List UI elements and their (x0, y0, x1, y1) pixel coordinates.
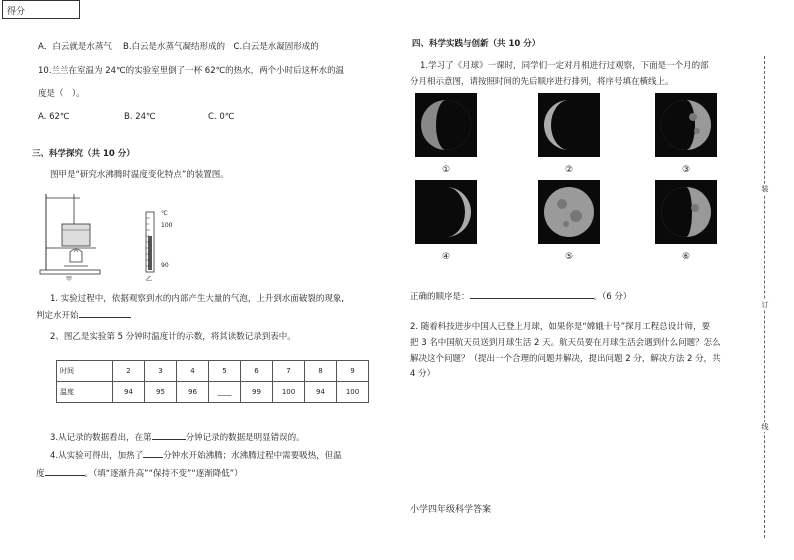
figure-label-yi: 乙 (146, 276, 153, 283)
figure-label-jia: 甲 (66, 276, 73, 283)
table-row-label: 时间 (57, 361, 113, 382)
q10-option-a: A. 62℃ (38, 112, 70, 122)
moon-phase-image-1 (415, 93, 477, 157)
moon-order-line (410, 290, 631, 302)
score-box (2, 0, 80, 19)
moon-phase-image-3 (655, 93, 717, 157)
q3-text-b: 分钟记录的数据是明显错误的。 (185, 433, 305, 443)
moon-order-score: 。（6 分） (593, 292, 632, 302)
moon-phase-image-4 (415, 180, 477, 244)
q1-line2 (36, 309, 131, 321)
moon-phase-image-6 (655, 180, 717, 244)
q4-line2 (36, 467, 243, 479)
q4-line2-b: 。（填“逐渐升高”“保持不变”“逐渐降低”） (84, 469, 243, 479)
moon-label-2: ② (564, 165, 574, 175)
q4-text-a: 4.从实验可得出，加热了 (50, 451, 144, 461)
section4-title: 四、科学实践与创新（共 10 分） (412, 39, 541, 49)
boiling-apparatus-figure (36, 190, 106, 282)
moon-label-5: ⑤ (564, 252, 574, 262)
q3-text (50, 431, 305, 443)
q10-option-c: C. 0℃ (208, 112, 235, 122)
q2-right-line3: 解决这个问题？（提出一个合理的问题并解决，提出问题 2 分，解决方法 2 分，共 (410, 354, 721, 364)
q10-line2: 度是（ ）。 (38, 89, 85, 99)
table-row-label: 温度 (57, 382, 113, 403)
thermometer-bottom-value: 90 (161, 262, 169, 269)
score-label: 得分 (7, 7, 26, 17)
table-row (57, 361, 369, 382)
q3-answer-blank[interactable] (152, 431, 186, 440)
q2-text: 2、图乙是实验第 5 分钟时温度计的示数，将其读数记录到表中。 (50, 332, 296, 342)
table-cell: 4 (177, 361, 209, 382)
thermometer-figure (140, 210, 160, 274)
margin-mark-zhuang: 装 (761, 185, 769, 193)
q3-text-a: 3.从记录的数据看出，在第 (50, 433, 152, 443)
table-cell-blank[interactable]: ____ (209, 382, 241, 403)
table-cell: 95 (145, 382, 177, 403)
moon-label-4: ④ (441, 252, 451, 262)
moon-phase-image-5 (538, 180, 600, 244)
margin-mark-ding: 订 (761, 301, 769, 309)
q2-right-line1: 2. 随着科技进步中国人已登上月球，如果你是“嫦娥十号”探月工程总设计师，要 (410, 322, 711, 332)
table-cell: 94 (113, 382, 145, 403)
q4-answer-blank-1[interactable] (143, 449, 163, 458)
table-cell: 2 (113, 361, 145, 382)
table-cell: 9 (337, 361, 369, 382)
thermometer-unit: ℃ (161, 210, 168, 217)
table-cell: 94 (305, 382, 337, 403)
table-cell: 6 (241, 361, 273, 382)
moon-order-answer-blank[interactable] (470, 290, 594, 299)
margin-mark-xian: 线 (761, 423, 769, 431)
moon-order-label: 正确的顺序是： (410, 292, 470, 302)
moon-phase-image-2 (538, 93, 600, 157)
table-cell: 5 (209, 361, 241, 382)
moon-label-3: ③ (681, 165, 691, 175)
moon-label-6: ⑥ (681, 252, 691, 262)
q1-answer-blank[interactable] (79, 309, 131, 318)
section3-title: 三、科学探究（共 10 分） (32, 149, 135, 159)
table-row (57, 382, 369, 403)
q4-line2-a: 度 (36, 469, 45, 479)
table-cell: 8 (305, 361, 337, 382)
q1-line2-text: 判定水开始 (36, 311, 79, 321)
q4-text-b: 分钟水开始沸腾；水沸腾过程中需要吸热，但温 (163, 451, 342, 461)
table-cell: 100 (337, 382, 369, 403)
q2-right-line4: 4 分） (410, 369, 436, 379)
q10-line1: 10.兰兰在室温为 24℃的实验室里倒了一杯 62℃的热水，两个小时后这杯水的温 (38, 66, 345, 76)
table-cell: 3 (145, 361, 177, 382)
table-cell: 7 (273, 361, 305, 382)
q1-line1: 1. 实验过程中，依据观察到水的内部产生大量的气泡，上升到水面破裂的现象, (50, 294, 345, 304)
section3-intro: 图甲是“研究水沸腾时温度变化特点”的装置图。 (50, 170, 229, 180)
thermometer-top-value: 100 (161, 222, 173, 229)
moon-q1-line2: 分月相示意图，请按照时间的先后顺序进行排列，将序号填在横线上。 (410, 77, 674, 87)
moon-q1-line1: 1.学习了《月球》一课时，同学们一定对月相进行过观察，下面是一个月的部 (420, 61, 709, 71)
q4-line1 (50, 449, 342, 461)
q10-option-b: B. 24℃ (124, 112, 156, 122)
q4-answer-blank-2[interactable] (45, 467, 85, 476)
temperature-table (56, 360, 369, 403)
table-cell: 99 (241, 382, 273, 403)
binding-dashed-line (764, 56, 765, 538)
moon-label-1: ① (441, 165, 451, 175)
footer-title: 小学四年级科学答案 (410, 505, 492, 515)
table-cell: 96 (177, 382, 209, 403)
q2-right-line2: 把 3 名中国航天员送到月球生活 2 天。航天员要在月球生活会遇到什么问题？怎么 (410, 338, 721, 348)
q9-options: A．白云就是水蒸气 B.白云是水蒸气凝结形成的 C.白云是水凝固形成的 (38, 42, 319, 52)
table-cell: 100 (273, 382, 305, 403)
